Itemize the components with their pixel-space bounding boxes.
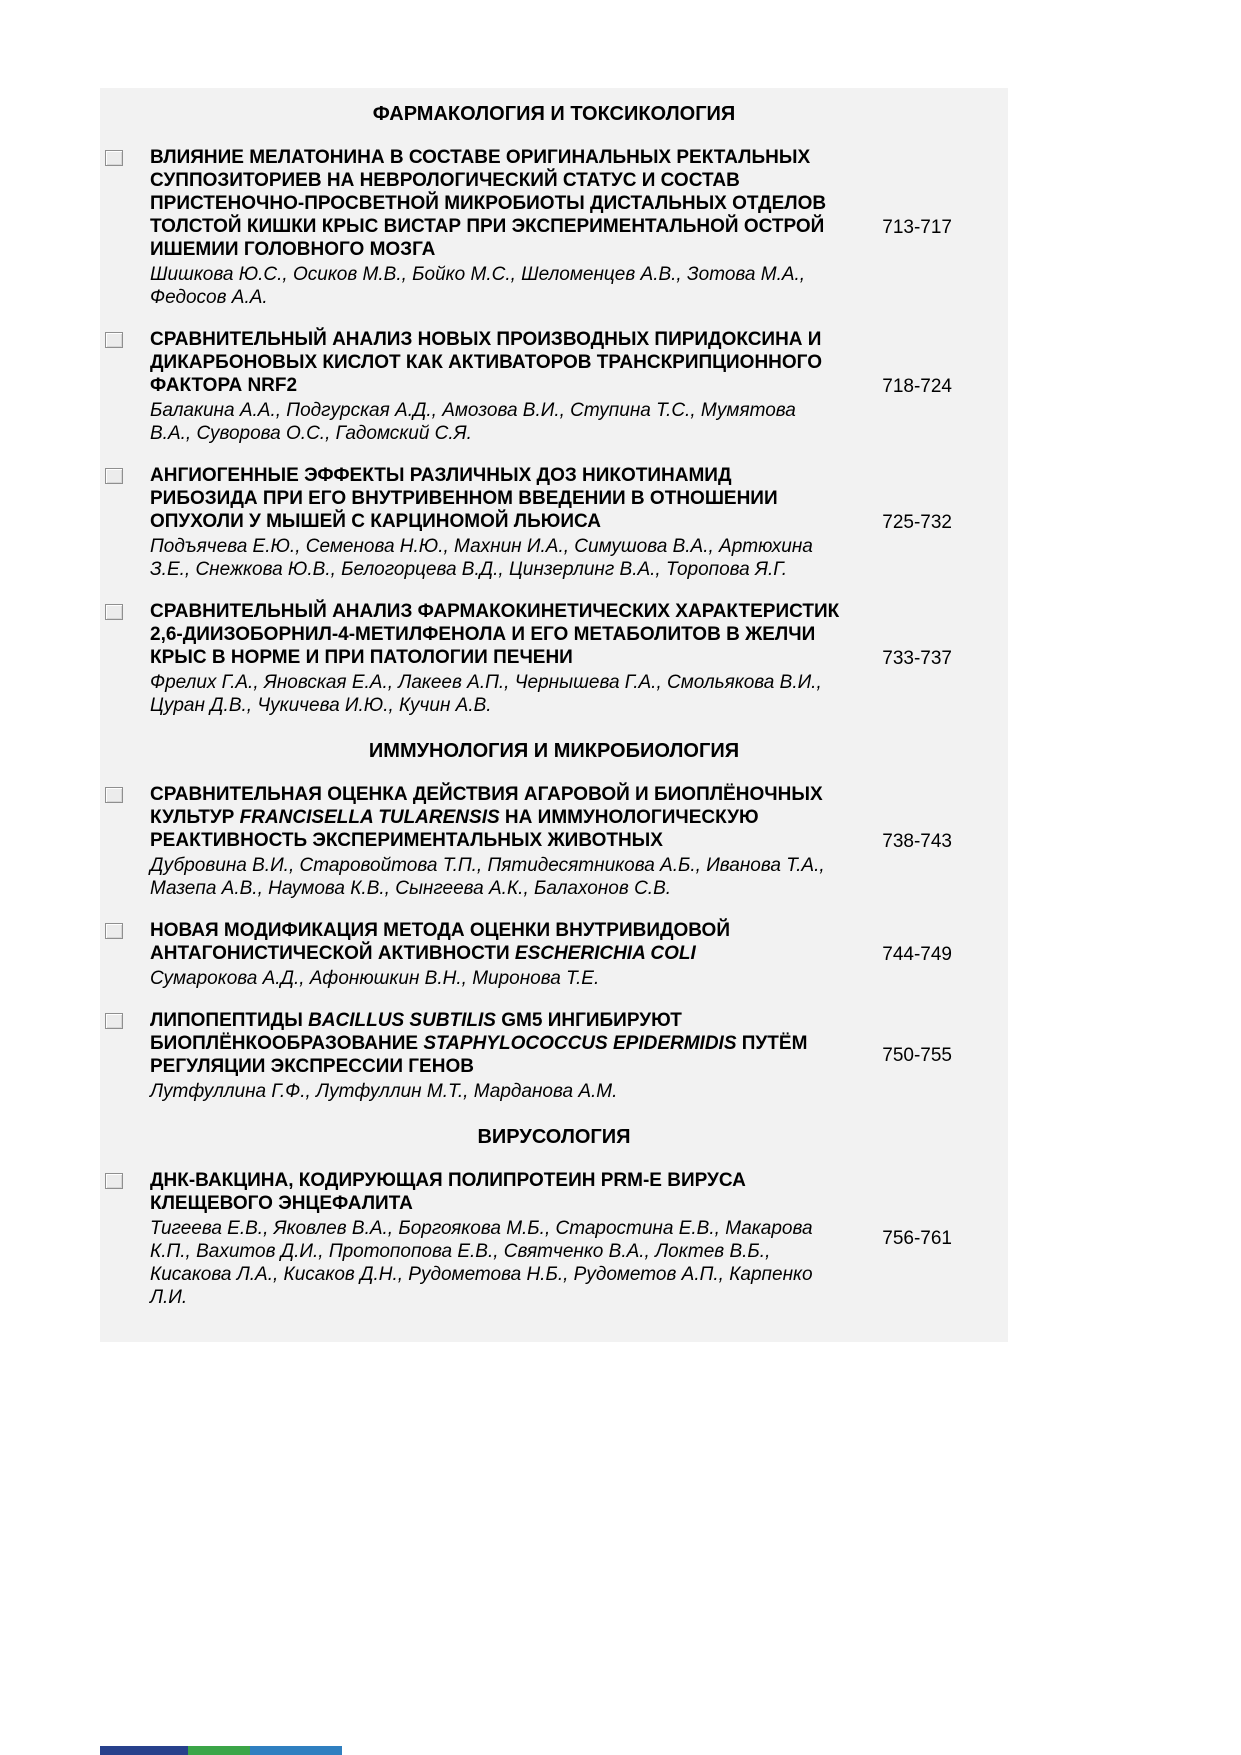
partial-image-strip (100, 1746, 342, 1755)
toc-entry (100, 146, 1008, 309)
title-segment: АНГИОГЕННЫЕ ЭФФЕКТЫ РАЗЛИЧНЫХ ДОЗ НИКОТИНАМИД РИБОЗИДА ПРИ ЕГО ВНУТРИВЕННОМ ВВЕДЕНИИ В ОТНОШЕНИИ ОПУХОЛИ У МЫШЕЙ С КАРЦИНОМОЙ ЛЬЮИСА (150, 465, 778, 532)
article-title (150, 464, 842, 533)
page-range: 738-743 (882, 830, 952, 852)
page-range: 750-755 (882, 1045, 952, 1066)
entry-text (150, 464, 842, 581)
entry-checkbox[interactable] (105, 787, 123, 803)
checkbox-column (100, 919, 150, 990)
article-authors: Шишкова Ю.С., Осиков М.В., Бойко М.С., Шеломенцев А.В., Зотова М.А., Федосов А.А. (150, 264, 806, 308)
page-range: 744-749 (882, 943, 952, 965)
section-heading: ФАРМАКОЛОГИЯ И ТОКСИКОЛОГИЯ (372, 103, 736, 125)
title-segment: GM5 ИНГИБИРУЮТ БИОПЛЁНКООБРАЗОВАНИЕ (150, 1010, 682, 1054)
page-range: 756-761 (882, 1228, 952, 1249)
checkbox-column (100, 783, 150, 900)
checkbox-column (100, 600, 150, 717)
article-title (150, 919, 842, 965)
entry-checkbox[interactable] (105, 1013, 123, 1029)
toc-entry (100, 328, 1008, 445)
strip-segment (100, 1746, 188, 1755)
title-segment: НОВАЯ МОДИФИКАЦИЯ МЕТОДА ОЦЕНКИ ВНУТРИВИДОВОЙ АНТАГОНИСТИЧЕСКОЙ АКТИВНОСТИ (150, 920, 730, 964)
article-authors: Балакина А.А., Подгурская А.Д., Амозова В.И., Ступина Т.С., Мумятова В.А., Суворова О.С., Гадомский С.Я. (150, 400, 796, 444)
entry-checkbox[interactable] (105, 923, 123, 939)
entry-text (150, 783, 842, 900)
toc-entry (100, 600, 1008, 717)
article-authors: Дубровина В.И., Старовойтова Т.П., Пятидесятникова А.Б., Иванова Т.А., Мазепа А.В., Наумова К.В., Сынгеева А.К., Балахонов С.В. (150, 855, 825, 899)
checkbox-column (100, 1009, 150, 1103)
strip-segment (188, 1746, 250, 1755)
entry-text (150, 600, 842, 717)
toc-section (100, 739, 1008, 1103)
toc-entry (100, 1169, 1008, 1309)
checkbox-column (100, 328, 150, 445)
article-authors: Сумарокова А.Д., Афонюшкин В.Н., Миронова Т.Е. (150, 968, 600, 989)
entry-text (150, 919, 842, 990)
article-authors: Фрелих Г.А., Яновская Е.А., Лакеев А.П., Чернышева Г.А., Смольякова В.И., Цуран Д.В., Чукичева И.Ю., Кучин А.В. (150, 672, 822, 716)
title-segment-italic: FRANCISELLA TULARENSIS (239, 807, 500, 828)
toc-entry (100, 919, 1008, 990)
entry-checkbox[interactable] (105, 604, 123, 620)
toc-section (100, 102, 1008, 717)
entry-text (150, 1009, 842, 1103)
title-segment: СРАВНИТЕЛЬНЫЙ АНАЛИЗ ФАРМАКОКИНЕТИЧЕСКИХ ХАРАКТЕРИСТИК 2,6-ДИИЗОБОРНИЛ-4-МЕТИЛФЕНОЛА И ЕГО МЕТАБОЛИТОВ В ЖЕЛЧИ КРЫС В НОРМЕ И ПРИ ПАТОЛОГИИ ПЕЧЕНИ (150, 601, 840, 668)
entry-text (150, 146, 842, 309)
article-title (150, 783, 842, 852)
entry-checkbox[interactable] (105, 332, 123, 348)
article-title (150, 328, 842, 397)
title-segment: ЛИПОПЕПТИДЫ (150, 1010, 309, 1031)
article-title (150, 146, 842, 261)
toc-entry (100, 464, 1008, 581)
entry-checkbox[interactable] (105, 150, 123, 166)
checkbox-column (100, 1169, 150, 1309)
entry-text (150, 1169, 842, 1309)
title-segment: ПУТЁМ РЕГУЛЯЦИИ ЭКСПРЕССИИ ГЕНОВ (150, 1033, 808, 1077)
entry-checkbox[interactable] (105, 1173, 123, 1189)
toc-entry (100, 1009, 1008, 1103)
toc-section (100, 1125, 1008, 1309)
article-authors: Лутфуллина Г.Ф., Лутфуллин М.Т., Марданова А.М. (150, 1081, 618, 1102)
article-authors: Тигеева Е.В., Яковлев В.А., Боргоякова М.Б., Старостина Е.В., Макарова К.П., Вахитов Д.И., Протопопова Е.В., Святченко В.А., Локтев В.Б., Кисакова Л.А., Кисаков Д.Н., Рудометова Н.Б., Рудометов А.П., Карпенко Л.И. (150, 1218, 813, 1308)
article-authors: Подъячева Е.Ю., Семенова Н.Ю., Махнин И.А., Симушова В.А., Артюхина З.Е., Снежкова Ю.В., Белогорцева В.Д., Цинзерлинг В.А., Торопова Я.Г. (150, 536, 813, 580)
title-segment-italic: ESCHERICHIA COLI (514, 943, 696, 964)
title-segment: ВЛИЯНИЕ МЕЛАТОНИНА В СОСТАВЕ ОРИГИНАЛЬНЫХ РЕКТАЛЬНЫХ СУППОЗИТОРИЕВ НА НЕВРОЛОГИЧЕСКИЙ СТАТУС И СОСТАВ ПРИСТЕНОЧНО-ПРОСВЕТНОЙ МИКРОБИОТЫ ДИСТАЛЬНЫХ ОТДЕЛОВ ТОЛСТОЙ КИШКИ КРЫС ВИСТАР ПРИ ЭКСПЕРИМЕНТАЛЬНОЙ ОСТРОЙ ИШЕМИИ ГОЛОВНОГО МОЗГА (150, 147, 827, 260)
title-segment: НА ИММУНОЛОГИЧЕСКУЮ РЕАКТИВНОСТЬ ЭКСПЕРИМЕНТАЛЬНЫХ ЖИВОТНЫХ (150, 807, 759, 851)
title-segment: СРАВНИТЕЛЬНЫЙ АНАЛИЗ НОВЫХ ПРОИЗВОДНЫХ ПИРИДОКСИНА И ДИКАРБОНОВЫХ КИСЛОТ КАК АКТИВАТОРОВ ТРАНСКРИПЦИОННОГО ФАКТОРА NRF2 (150, 329, 822, 396)
title-segment-italic: BACILLUS SUBTILIS (308, 1010, 496, 1031)
checkbox-column (100, 464, 150, 581)
entry-text (150, 328, 842, 445)
strip-segment (250, 1746, 342, 1755)
article-title (150, 1169, 842, 1215)
page-range: 713-717 (882, 216, 952, 238)
title-segment-italic: STAPHYLOCOCCUS EPIDERMIDIS (423, 1033, 737, 1054)
checkbox-column (100, 146, 150, 309)
article-title (150, 1009, 842, 1078)
title-segment: ДНК-ВАКЦИНА, КОДИРУЮЩАЯ ПОЛИПРОТЕИН PRM-E ВИРУСА КЛЕЩЕВОГО ЭНЦЕФАЛИТА (150, 1170, 746, 1214)
toc-entry (100, 783, 1008, 900)
toc-content (100, 88, 1008, 1342)
section-heading: ИММУНОЛОГИЯ И МИКРОБИОЛОГИЯ (368, 740, 740, 762)
page-range: 718-724 (882, 375, 952, 397)
article-title (150, 600, 842, 669)
title-segment: СРАВНИТЕЛЬНАЯ ОЦЕНКА ДЕЙСТВИЯ АГАРОВОЙ И БИОПЛЁНОЧНЫХ КУЛЬТУР (150, 784, 823, 828)
page-range: 733-737 (882, 647, 952, 669)
section-heading: ВИРУСОЛОГИЯ (477, 1126, 631, 1148)
page-range: 725-732 (882, 511, 952, 533)
entry-checkbox[interactable] (105, 468, 123, 484)
